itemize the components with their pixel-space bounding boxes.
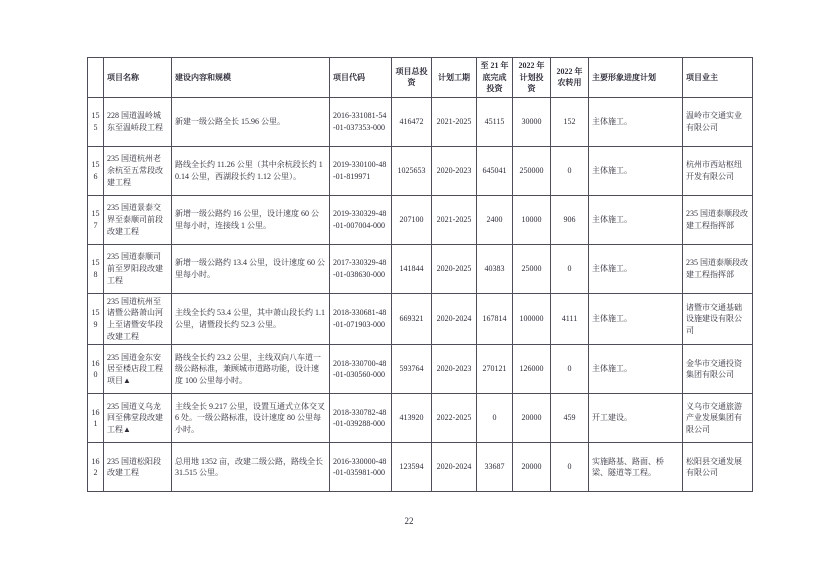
column-header-content: 建设内容和规模 — [172, 58, 330, 98]
table-cell-code: 2018-330681-48-01-071903-000 — [330, 293, 392, 344]
table-cell-land2022: 0 — [551, 443, 589, 492]
table-row — [88, 293, 753, 344]
table-cell-content: 新增一级公路约 13.4 公里，设计速度 60 公里每小时。 — [172, 244, 330, 293]
table-cell-done21: 2400 — [477, 195, 513, 244]
table-cell-total: 123594 — [392, 443, 432, 492]
table-row — [88, 97, 753, 146]
table-head-row — [88, 58, 753, 98]
page-number: 22 — [404, 516, 414, 526]
table-cell-plan2022: 126000 — [513, 345, 551, 394]
table-cell-name: 235 国道松阳段改建工程 — [104, 443, 172, 492]
column-header-period: 计划工期 — [432, 58, 477, 98]
table-cell-done21: 270121 — [477, 345, 513, 394]
table-cell-land2022: 4111 — [551, 293, 589, 344]
table-cell-idx: 156 — [88, 146, 104, 195]
table-cell-idx: 160 — [88, 345, 104, 394]
table-row — [88, 146, 753, 195]
table-cell-land2022: 152 — [551, 97, 589, 146]
table-cell-done21: 33687 — [477, 443, 513, 492]
table-cell-code: 2016-330000-48-01-035981-000 — [330, 443, 392, 492]
table-cell-name: 235 国道景泰交界至泰顺司前段改建工程 — [104, 195, 172, 244]
column-header-idx — [88, 58, 104, 98]
table-cell-name: 228 国道温岭城东至温峤段工程 — [104, 97, 172, 146]
table-cell-total: 207100 — [392, 195, 432, 244]
table-cell-done21: 40383 — [477, 244, 513, 293]
table-cell-progress: 实施路基、路面、桥梁、隧道等工程。 — [589, 443, 683, 492]
table-cell-code: 2019-330100-48-01-819971 — [330, 146, 392, 195]
table-cell-plan2022: 250000 — [513, 146, 551, 195]
projects-table — [87, 57, 753, 492]
table-cell-done21: 0 — [477, 394, 513, 443]
table-cell-idx: 158 — [88, 244, 104, 293]
table-cell-owner: 松阳县交通发展有限公司 — [683, 443, 753, 492]
column-header-name: 项目名称 — [104, 58, 172, 98]
table-cell-code: 2018-330782-48-01-039288-000 — [330, 394, 392, 443]
table-cell-code: 2018-330700-48-01-030560-000 — [330, 345, 392, 394]
table-row — [88, 394, 753, 443]
table-cell-progress: 主体施工。 — [589, 195, 683, 244]
table-cell-plan2022: 20000 — [513, 394, 551, 443]
table-cell-period: 2020-2023 — [432, 345, 477, 394]
table-row — [88, 345, 753, 394]
table-cell-code: 2017-330329-48-01-038630-000 — [330, 244, 392, 293]
column-header-code: 项目代码 — [330, 58, 392, 98]
table-cell-period: 2021-2025 — [432, 195, 477, 244]
table-cell-owner: 金华市交通投资集团有限公司 — [683, 345, 753, 394]
table-cell-owner: 温岭市交通实业有限公司 — [683, 97, 753, 146]
table-cell-period: 2020-2024 — [432, 293, 477, 344]
table-cell-owner: 235 国道泰顺段改建工程指挥部 — [683, 195, 753, 244]
table-cell-content: 主线全长约 53.4 公里，其中萧山段长约 1.1 公里，诸暨段长约 52.3 公里。 — [172, 293, 330, 344]
column-header-plan2022: 2022 年计划投资 — [513, 58, 551, 98]
table-cell-period: 2021-2025 — [432, 97, 477, 146]
table-cell-idx: 161 — [88, 394, 104, 443]
table-cell-code: 2016-331081-54-01-037353-000 — [330, 97, 392, 146]
table-cell-plan2022: 20000 — [513, 443, 551, 492]
table-cell-period: 2020-2025 — [432, 244, 477, 293]
column-header-progress: 主要形象进度计划 — [589, 58, 683, 98]
table-cell-progress: 开工建设。 — [589, 394, 683, 443]
table-cell-land2022: 906 — [551, 195, 589, 244]
table-cell-total: 413920 — [392, 394, 432, 443]
table-cell-total: 141844 — [392, 244, 432, 293]
table-cell-content: 新建一级公路全长 15.96 公里。 — [172, 97, 330, 146]
table-cell-content: 总用地 1352 亩，改建二级公路，路线全长 31.515 公里。 — [172, 443, 330, 492]
table-cell-idx: 162 — [88, 443, 104, 492]
table-cell-done21: 45115 — [477, 97, 513, 146]
table-cell-plan2022: 25000 — [513, 244, 551, 293]
table-cell-done21: 167814 — [477, 293, 513, 344]
table-row — [88, 195, 753, 244]
table-cell-total: 1025653 — [392, 146, 432, 195]
table-cell-content: 路线全长约 23.2 公里，主线双向八车道一级公路标准，兼顾城市道路功能，设计速度 100 公里每小时。 — [172, 345, 330, 394]
table-cell-total: 416472 — [392, 97, 432, 146]
column-header-done21: 至 21 年底完成投资 — [477, 58, 513, 98]
table-cell-plan2022: 30000 — [513, 97, 551, 146]
table-cell-code: 2019-330329-48-01-007004-000 — [330, 195, 392, 244]
table-cell-period: 2020-2023 — [432, 146, 477, 195]
table-cell-content: 新增一级公路约 16 公里，设计速度 60 公里每小时，连接线 1 公里。 — [172, 195, 330, 244]
table-cell-name: 235 国道义乌龙回至佛堂段改建工程▲ — [104, 394, 172, 443]
table-cell-progress: 主体施工。 — [589, 345, 683, 394]
table-cell-content: 路线全长约 11.26 公里（其中余杭段长约 10.14 公里，西湖段长约 1.12 公里）。 — [172, 146, 330, 195]
table-cell-name: 235 国道杭州老余杭至五常段改建工程 — [104, 146, 172, 195]
table-cell-idx: 157 — [88, 195, 104, 244]
column-header-land2022: 2022 年农转用 — [551, 58, 589, 98]
table-row — [88, 244, 753, 293]
table-cell-land2022: 459 — [551, 394, 589, 443]
table-cell-period: 2022-2025 — [432, 394, 477, 443]
table-cell-total: 593764 — [392, 345, 432, 394]
table-cell-plan2022: 100000 — [513, 293, 551, 344]
table-cell-land2022: 0 — [551, 146, 589, 195]
table-cell-name: 235 国道金东安居至楼店段工程项目▲ — [104, 345, 172, 394]
table-cell-total: 669321 — [392, 293, 432, 344]
table-cell-plan2022: 10000 — [513, 195, 551, 244]
table-cell-owner: 义乌市交通旅游产业发展集团有限公司 — [683, 394, 753, 443]
table-cell-owner: 235 国道泰顺段改建工程指挥部 — [683, 244, 753, 293]
table-cell-progress: 主体施工。 — [589, 244, 683, 293]
table-cell-period: 2020-2024 — [432, 443, 477, 492]
table-cell-name: 235 国道杭州至诸暨公路萧山河上至诸暨安华段改建工程 — [104, 293, 172, 344]
table-cell-name: 235 国道泰顺司前至罗阳段改建工程 — [104, 244, 172, 293]
table-cell-progress: 主体施工。 — [589, 293, 683, 344]
table-body — [88, 97, 753, 491]
table-row — [88, 443, 753, 492]
column-header-total: 项目总投资 — [392, 58, 432, 98]
table-cell-idx: 155 — [88, 97, 104, 146]
table-cell-idx: 159 — [88, 293, 104, 344]
table-cell-land2022: 0 — [551, 244, 589, 293]
column-header-owner: 项目业主 — [683, 58, 753, 98]
table-cell-owner: 杭州市西站枢纽开发有限公司 — [683, 146, 753, 195]
table-cell-land2022: 0 — [551, 345, 589, 394]
table-cell-content: 主线全长 9.217 公里，设置互通式立体交叉 6 处。一级公路标准，设计速度 80 公里每小时。 — [172, 394, 330, 443]
table-cell-progress: 主体施工。 — [589, 146, 683, 195]
table-cell-owner: 诸暨市交通基础设施建设有限公司 — [683, 293, 753, 344]
table-cell-progress: 主体施工。 — [589, 97, 683, 146]
table-cell-done21: 645041 — [477, 146, 513, 195]
